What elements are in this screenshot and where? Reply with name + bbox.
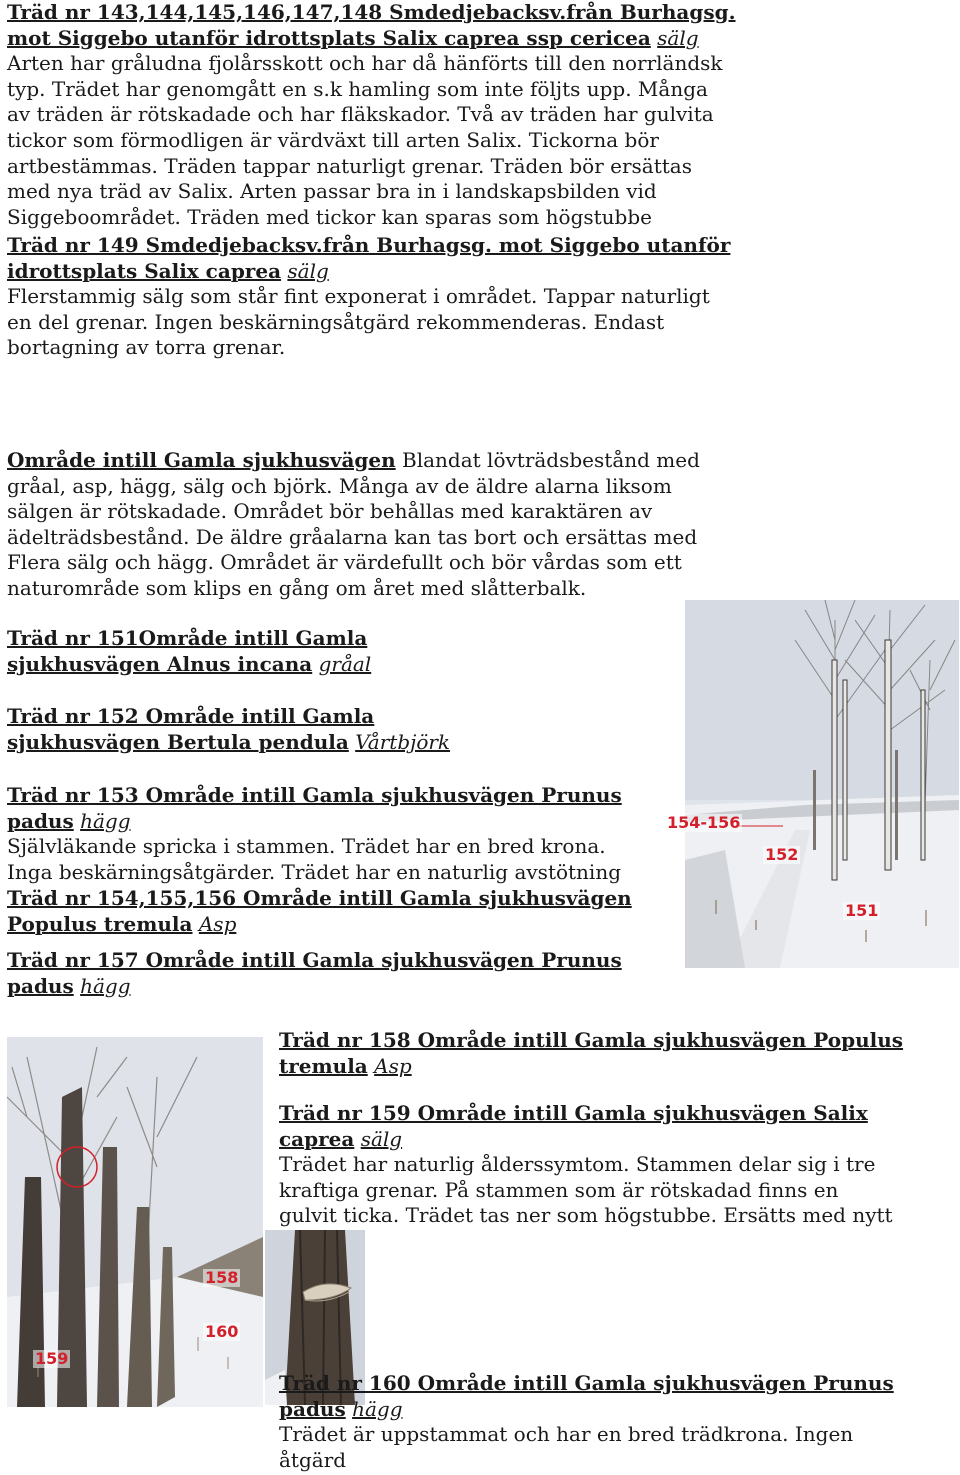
section-149 [7, 233, 957, 361]
body-line: Flera sälg och hägg. Området är värdefullt och bör vårdas som ett [7, 550, 682, 575]
area-heading: Område intill Gamla sjukhusvägen [7, 448, 396, 472]
body-line: av träden är rötskadade och har fläkskador. Två av träden har gulvita [7, 102, 714, 127]
body-line: naturområde som klips en gång om året med slåtterbalk. [7, 575, 587, 600]
heading-159-line1: Träd nr 159 Område intill Gamla sjukhusvägen Salix [279, 1101, 868, 1125]
body-line: med nya träd av Salix. Arten passar bra in i landskapsbilden vid [7, 179, 657, 204]
body-line: åtgärd [279, 1447, 347, 1472]
common-name: Vårtbjörk [355, 729, 451, 754]
body-line: Självläkande spricka i stammen. Trädet har en bred krona. [7, 834, 606, 859]
section-159 [279, 1101, 957, 1229]
section-151 [7, 626, 667, 677]
common-name: sälg [287, 258, 329, 283]
photo-label-160: 160 [205, 1322, 239, 1341]
body-line: ädelträdsbestånd. De äldre gråalarna kan tas bort och ersättas med [7, 524, 698, 549]
body-line: en del grenar. Ingen beskärningsåtgärd rekommenderas. Endast [7, 309, 665, 334]
body-line: Siggeboområdet. Träden med tickor kan sparas som högstubbe [7, 204, 652, 229]
section-143-148 [7, 0, 957, 230]
heading-151-line2: sjukhusvägen Alnus incana [7, 651, 313, 676]
photo-label-158: 158 [205, 1268, 239, 1287]
photo-winter-birches [667, 600, 959, 968]
heading-154-line1: Träd nr 154,155,156 Område intill Gamla sjukhusvägen [7, 886, 632, 910]
body-line: gråal, asp, hägg, sälg och björk. Många av de äldre alarna liksom [7, 473, 672, 498]
common-name: hägg [80, 973, 131, 998]
common-name: gråal [318, 651, 372, 676]
section-154-156 [7, 886, 677, 937]
area-body-first: Blandat lövträdsbestånd med [395, 448, 700, 472]
body-line: Arten har gråludna fjolårsskott och har då hänförts till den norrländsk [7, 51, 723, 76]
common-name: Asp [198, 911, 237, 936]
section-160 [279, 1371, 957, 1473]
body-line: sälgen är rötskadade. Området bör behållas med karaktären av [7, 499, 653, 524]
photo-label-154-156: 154-156 [667, 813, 741, 832]
body-line: Trädet är uppstammat och har en bred trädkrona. Ingen [279, 1422, 854, 1447]
heading-149-line2: idrottsplats Salix caprea [7, 258, 282, 283]
body-line: bortagning av torra grenar. [7, 335, 286, 360]
body-line: Flerstammig sälg som står fint exponerat i området. Tappar naturligt [7, 284, 710, 309]
heading-152-line2: sjukhusvägen Bertula pendula [7, 729, 349, 754]
common-name: hägg [80, 808, 131, 833]
heading-157-line1: Träd nr 157 Område intill Gamla sjukhusvägen Prunus [7, 948, 622, 972]
body-line: gulvit ticka. Trädet tas ner som högstubbe. Ersätts med nytt [279, 1203, 893, 1228]
section-area [7, 448, 957, 602]
section-152 [7, 704, 667, 755]
body-line: typ. Trädet har genomgått en s.k hamling som inte följts upp. Många [7, 76, 708, 101]
photo-trees-path [7, 1037, 263, 1407]
photo-label-151: 151 [845, 901, 879, 920]
common-name-salg: sälg [657, 25, 699, 50]
body-line: tickor som förmodligen är värdväxt till arten Salix. Tickorna bör [7, 127, 659, 152]
heading-151-line1: Träd nr 151Område intill Gamla [7, 626, 368, 650]
body-line: artbestämmas. Träden tappar naturligt grenar. Träden bör ersättas [7, 153, 692, 178]
common-name: hägg [352, 1396, 403, 1421]
heading-153-line1: Träd nr 153 Område intill Gamla sjukhusvägen Prunus [7, 783, 622, 807]
heading-159-line2: caprea [279, 1126, 355, 1151]
heading-152-line1: Träd nr 152 Område intill Gamla [7, 704, 375, 728]
body-line: Trädet har naturlig ålderssymtom. Stammen delar sig i tre [279, 1152, 876, 1177]
section-157 [7, 948, 677, 999]
section-153 [7, 783, 677, 885]
common-name: Asp [374, 1053, 412, 1078]
heading-158-line2: tremula [279, 1053, 368, 1078]
body-line: kraftiga grenar. På stammen som är rötskadad finns en [279, 1177, 839, 1202]
photo-label-152: 152 [765, 845, 799, 864]
heading-160-line2: padus [279, 1396, 346, 1421]
heading-157-line2: padus [7, 973, 74, 998]
photo-label-159: 159 [35, 1349, 69, 1368]
common-name: sälg [360, 1126, 403, 1151]
heading-153-line2: padus [7, 808, 74, 833]
heading-143-148-line2: mot Siggebo utanför idrottsplats Salix caprea ssp cericea [7, 25, 651, 50]
heading-149-line1: Träd nr 149 Smdedjebacksv.från Burhagsg. mot Siggebo utanför [7, 233, 731, 257]
heading-143-148-line1: Träd nr 143,144,145,146,147,148 Smdedjebacksv.från Burhagsg. [7, 0, 736, 24]
body-line: Inga beskärningsåtgärder. Trädet har en naturlig avstötning [7, 859, 622, 884]
heading-154-line2: Populus tremula [7, 911, 193, 936]
heading-158-line1: Träd nr 158 Område intill Gamla sjukhusvägen Populus [279, 1028, 904, 1052]
section-158 [279, 1028, 957, 1079]
heading-160-line1: Träd nr 160 Område intill Gamla sjukhusvägen Prunus [279, 1371, 894, 1395]
